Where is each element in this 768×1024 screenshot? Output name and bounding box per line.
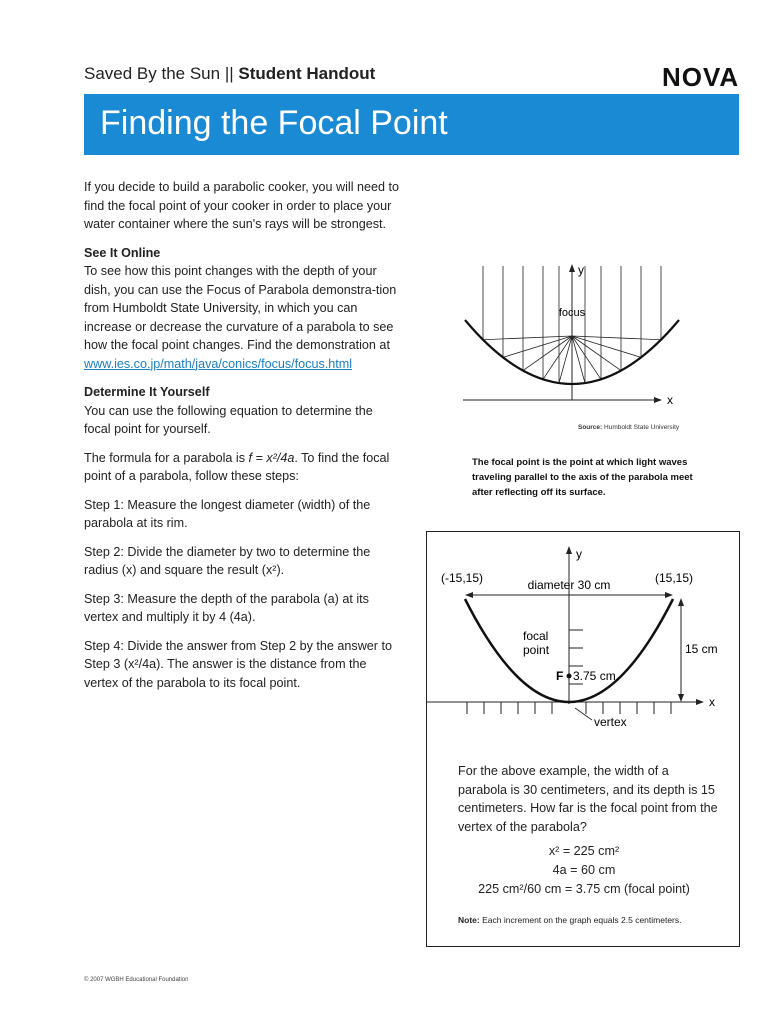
fig1-y-arrow	[569, 264, 575, 272]
reflected-ray	[572, 336, 621, 371]
focal-distance-label: 3.75 cm	[573, 669, 616, 683]
fig2-y-label: y	[576, 547, 582, 561]
see-online-text	[84, 262, 402, 373]
reflected-ray	[572, 336, 601, 379]
vertex-pointer	[575, 708, 592, 720]
reflected-ray	[572, 336, 585, 383]
copyright: © 2007 WGBH Educational Foundation	[84, 977, 189, 983]
note	[458, 915, 682, 925]
focal-point-dot	[567, 674, 572, 679]
fig1-x-arrow	[654, 397, 662, 403]
diameter-arrow-right	[665, 592, 673, 598]
formula: f = x²/4a	[248, 450, 295, 465]
step-3: Step 3: Measure the depth of the parabola (a) at its vertex and multiply it by 4 (4a).	[84, 591, 369, 624]
fig2-x-label: x	[709, 695, 715, 709]
diameter-label: diameter 30 cm	[527, 578, 611, 592]
fig2-x-arrow	[696, 699, 704, 705]
handout-header	[84, 64, 375, 84]
equations	[427, 842, 741, 899]
vertex-label: vertex	[594, 715, 627, 729]
intro-paragraph: If you decide to build a parabolic cooker, you will need to find the focal point of your cooker in order to place your water container where the sun's rays will be strongest.	[84, 180, 400, 231]
note-label: Note:	[458, 915, 480, 925]
step-2: Step 2: Divide the diameter by two to determine the radius (x) and square the result (x²).	[84, 544, 371, 577]
step-4: Step 4: Divide the answer from Step 2 by the answer to Step 3 (x²/4a). The answer is the distance from the vertex of the parabola to its focal point.	[84, 638, 393, 690]
example-box	[426, 531, 740, 947]
see-online-heading: See It Online	[84, 245, 161, 260]
depth-arrow-top	[678, 598, 684, 606]
reflected-ray	[559, 336, 572, 383]
figure-caption: The focal point is the point at which light waves traveling parallel to the axis of the parabola meet after reflecting off its surface.	[472, 457, 693, 498]
handout-label: Student Handout	[238, 64, 376, 83]
reflected-ray	[503, 336, 572, 357]
reflected-ray	[523, 336, 572, 371]
focal-point-label-2: point	[523, 643, 550, 657]
page-title: Finding the Focal Point	[100, 104, 448, 142]
depth-arrow-bottom	[678, 694, 684, 702]
fig2-y-arrow	[566, 546, 572, 554]
see-online-body: To see how this point changes with the depth of your dish, you can use the Focus of Parabola demonstra-tion from Humboldt State University, in which you can increase or decrease the curvature of a parabola to see how the focal point changes. Find the demonstration at	[84, 264, 397, 352]
determine-text: You can use the following equation to determine the focal point for yourself.	[84, 403, 373, 436]
diameter-arrow-left	[465, 592, 473, 598]
fig1-x-label: x	[667, 393, 673, 407]
f-label: F	[556, 669, 564, 683]
figure-source	[578, 424, 679, 431]
step-1: Step 1: Measure the longest diameter (width) of the parabola at its rim.	[84, 497, 371, 530]
fig1-y-label: y	[578, 263, 584, 277]
left-point-label: (-15,15)	[441, 571, 484, 585]
title-bar	[84, 94, 739, 155]
problem-text: For the above example, the width of a parabola is 30 centimeters, and its depth is 15 centimeters. How far is the focal point from the vertex of the parabola?	[458, 764, 718, 834]
focus-diagram	[455, 258, 685, 418]
formula-post: . To find the focal point of a parabola, follow these steps:	[84, 450, 390, 483]
equation-2: 4a = 60 cm	[552, 863, 616, 877]
note-text: Each increment on the graph equals 2.5 centimeters.	[479, 915, 682, 925]
header-separator: ||	[220, 64, 239, 83]
fig1-focus-label: focus	[558, 307, 586, 319]
source-text: Humboldt State University	[604, 424, 680, 431]
measurement-diagram	[427, 532, 739, 746]
equation-1: x² = 225 cm²	[548, 844, 620, 858]
left-column	[84, 178, 402, 702]
series-title: Saved By the Sun	[84, 64, 221, 83]
reflected-ray	[543, 336, 572, 379]
focal-point-label-1: focal	[523, 629, 549, 643]
source-label: Source:	[578, 424, 603, 431]
formula-pre: The formula for a parabola is	[84, 450, 249, 465]
depth-label: 15 cm	[685, 642, 718, 656]
right-point-label: (15,15)	[655, 571, 694, 585]
reflected-ray	[572, 336, 641, 357]
demonstration-link[interactable]: www.ies.co.jp/math/java/conics/focus/focus.html	[84, 356, 353, 371]
formula-paragraph	[84, 449, 402, 486]
determine-heading: Determine It Yourself	[84, 385, 210, 399]
nova-logo: NOVA	[662, 62, 740, 92]
equation-3: 225 cm²/60 cm = 3.75 cm (focal point)	[478, 882, 690, 896]
